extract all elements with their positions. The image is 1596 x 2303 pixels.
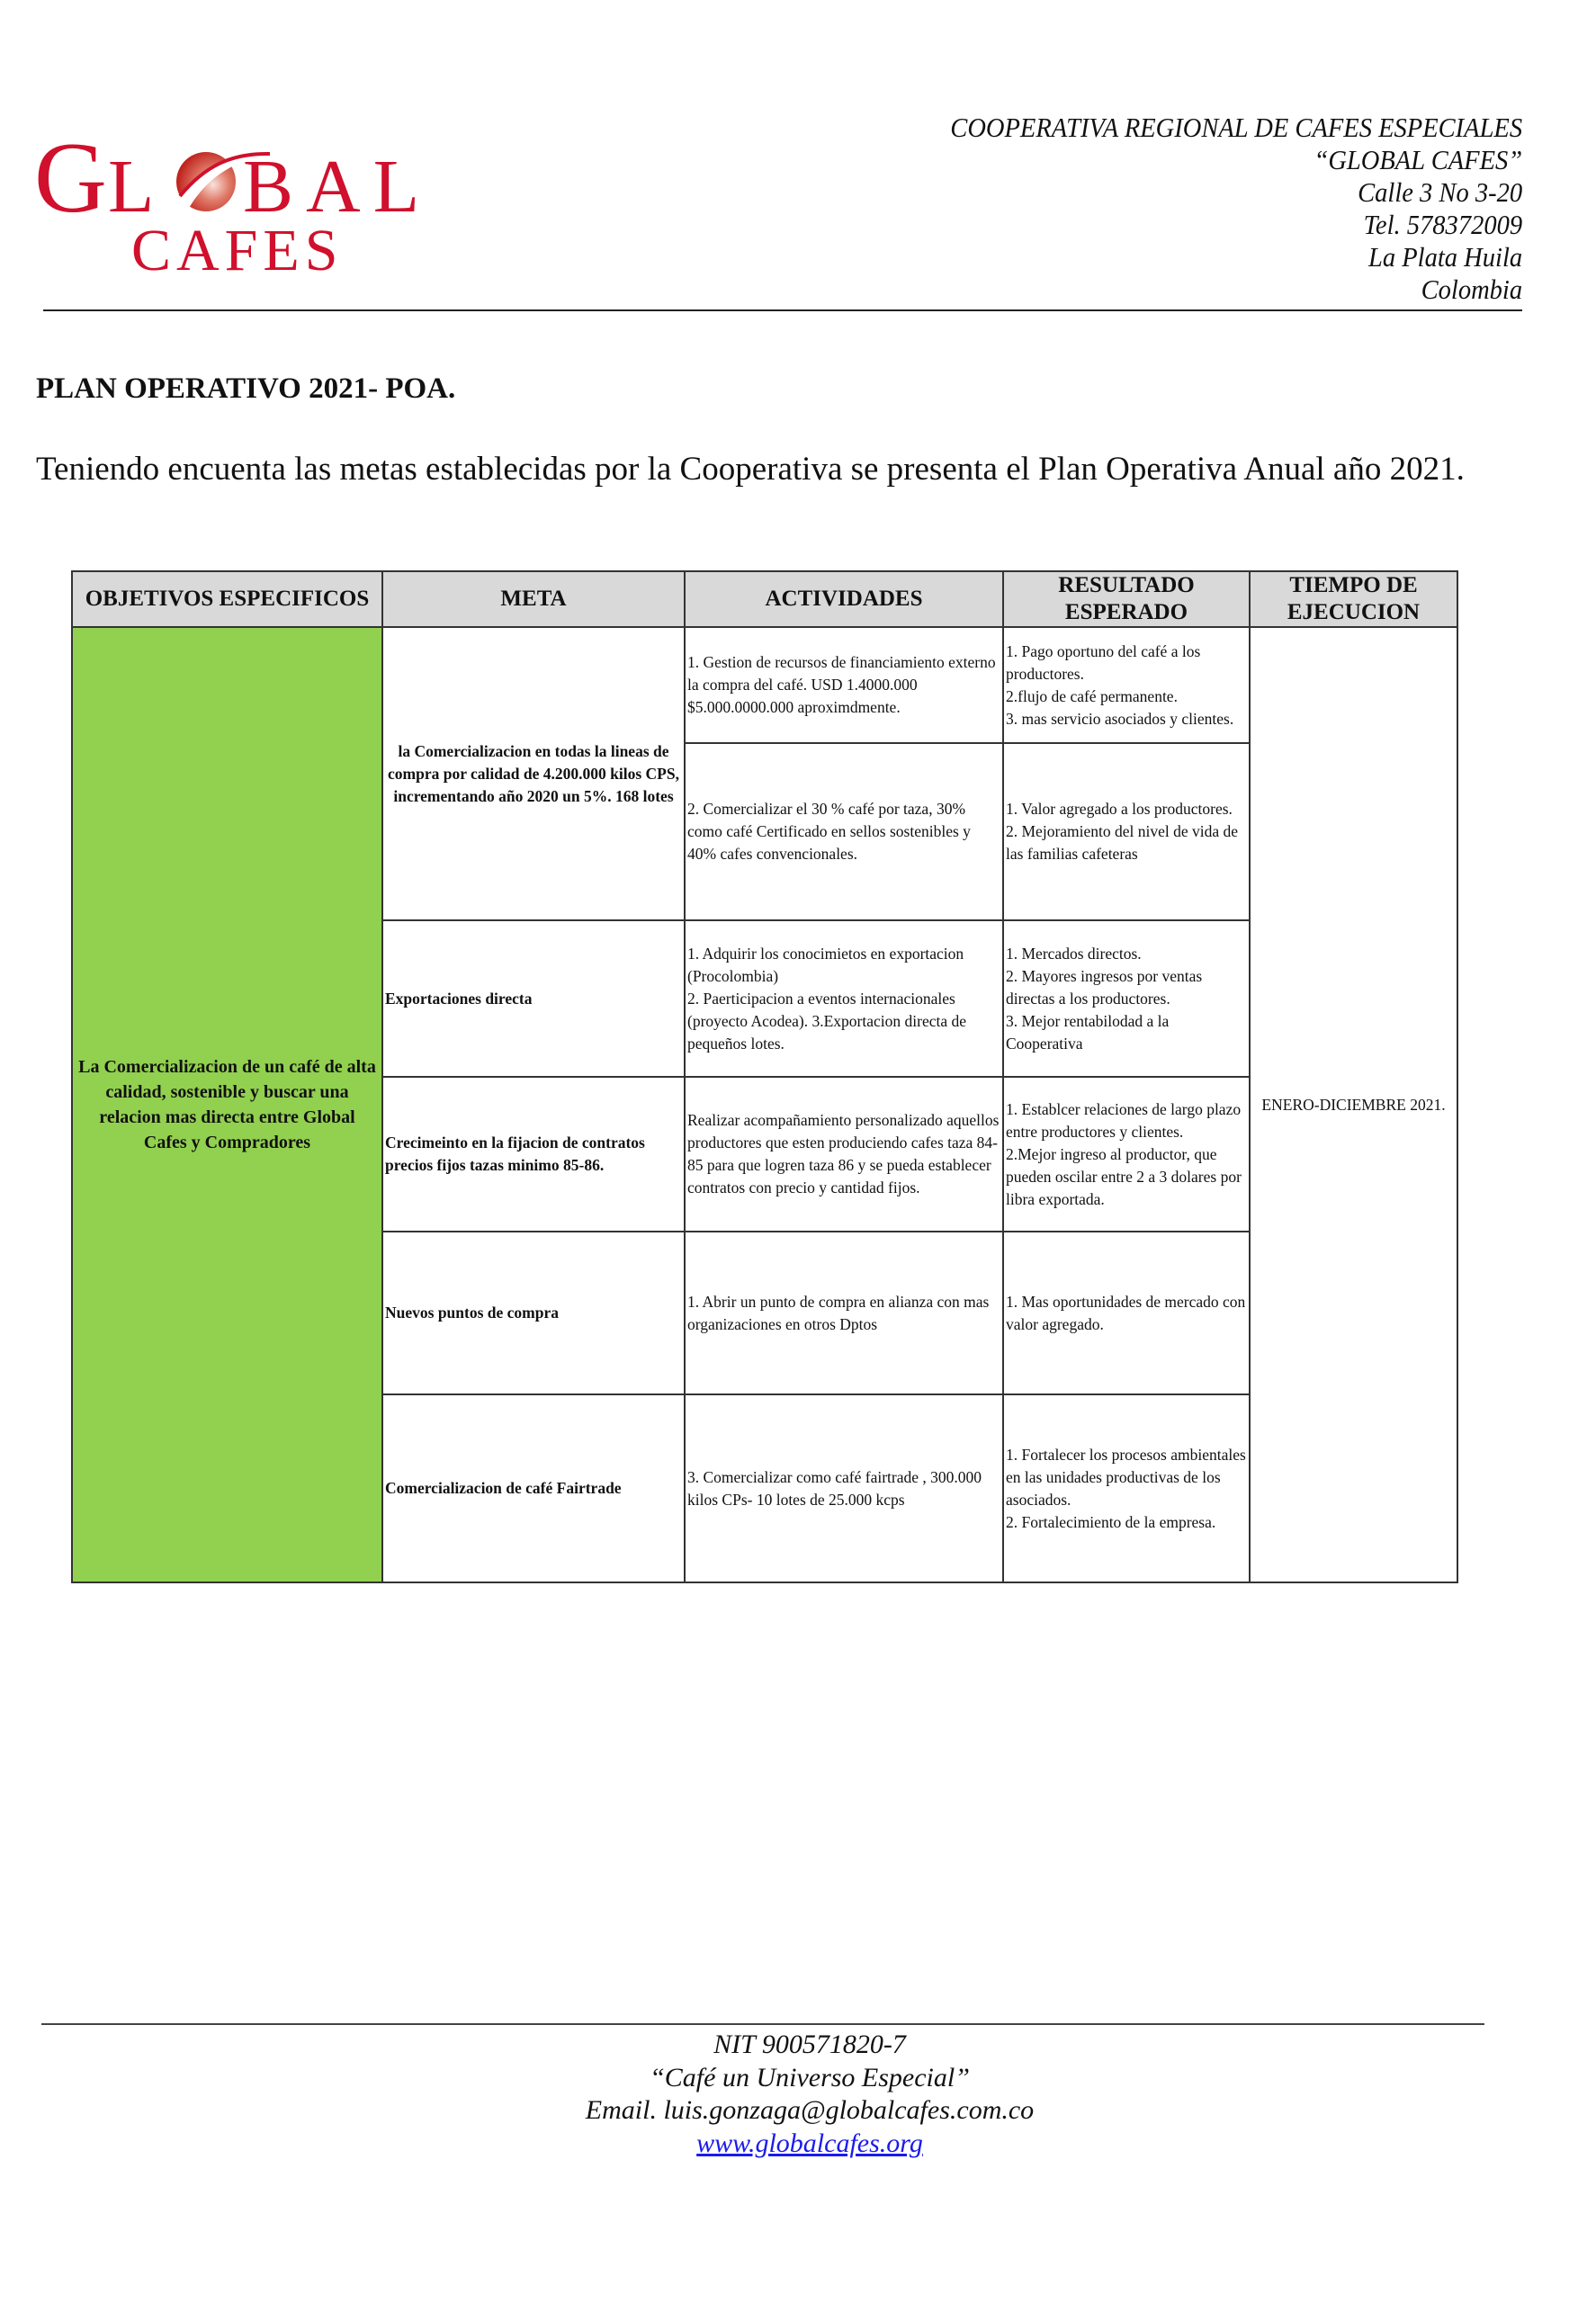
footer-slogan: “Café un Universo Especial” (650, 2062, 970, 2092)
activity-cell: 2. Comercializar el 30 % café por taza, 30% como café Certificado en sellos sostenibles y 40% cafes convencionales. (685, 743, 1003, 920)
footer-website-link[interactable]: www.globalcafes.org (696, 2128, 923, 2158)
result-cell: 1. Fortalecer los procesos ambientales en las unidades productivas de los asociados. 2. Fortalecimiento de la empresa. (1003, 1394, 1250, 1582)
org-phone: Tel. 578372009 (1363, 209, 1522, 240)
header-divider (43, 309, 1522, 311)
poa-table (71, 570, 1458, 1583)
svg-text:L: L (108, 145, 155, 229)
org-name: COOPERATIVA REGIONAL DE CAFES ESPECIALES (950, 112, 1522, 143)
table-row (72, 627, 1457, 743)
footer-email[interactable]: Email. luis.gonzaga@globalcafes.com.co (585, 2095, 1035, 2125)
org-country: Colombia (1421, 273, 1522, 305)
activity-cell: Realizar acompañamiento personalizado aquellos productores que esten produciendo cafes taza 84-85 para que logren taza 86 y se pueda establecer contratos con precio y cantidad fijos. (685, 1077, 1003, 1232)
organization-info (950, 112, 1522, 306)
svg-text:BAL: BAL (243, 145, 432, 229)
org-city: La Plata Huila (1367, 241, 1522, 273)
header-actividades: ACTIVIDADES (685, 571, 1003, 627)
activity-cell: 1. Abrir un punto de compra en alianza con mas organizaciones en otros Dptos (685, 1232, 1003, 1394)
globe-logo-icon (34, 122, 432, 283)
intro-paragraph: Teniendo encuenta las metas establecidas por la Cooperativa se presenta el Plan Operativa Anual año 2021. (36, 451, 1465, 488)
result-cell: 1. Pago oportuno del café a los productores. 2.flujo de café permanente. 3. mas servicio asociados y clientes. (1003, 627, 1250, 743)
svg-text:G: G (34, 122, 107, 234)
activity-cell: 1. Gestion de recursos de financiamiento externo la compra del café. USD 1.4000.000 $5.000.0000.000 aproximdmente. (685, 627, 1003, 743)
footer-divider (41, 2023, 1484, 2025)
meta-cell: la Comercializacion en todas la lineas de compra por calidad de 4.200.000 kilos CPS, incrementando año 2020 un 5%. 168 lotes (382, 627, 685, 920)
meta-cell: Exportaciones directa (382, 920, 685, 1077)
meta-cell: Nuevos puntos de compra (382, 1232, 685, 1394)
org-address: Calle 3 No 3-20 (1357, 176, 1522, 208)
result-cell: 1. Mercados directos. 2. Mayores ingresos por ventas directas a los productores. 3. Mejor rentabilodad a la Cooperativa (1003, 920, 1250, 1077)
meta-cell: Comercializacion de café Fairtrade (382, 1394, 685, 1582)
global-cafes-logo (34, 122, 432, 283)
header-tiempo: TIEMPO DE EJECUCION (1250, 571, 1457, 627)
header-meta: META (382, 571, 685, 627)
activity-cell: 1. Adquirir los conocimietos en exportacion (Procolombia) 2. Paerticipacion a eventos internacionales (proyecto Acodea). 3.Exportacion directa de pequeños lotes. (685, 920, 1003, 1077)
execution-time-cell: ENERO-DICIEMBRE 2021. (1250, 627, 1457, 1582)
result-cell: 1. Valor agregado a los productores. 2. Mejoramiento del nivel de vida de las familias cafeteras (1003, 743, 1250, 920)
header-resultado: RESULTADO ESPERADO (1003, 571, 1250, 627)
meta-cell: Crecimeinto en la fijacion de contratos precios fijos tazas minimo 85-86. (382, 1077, 685, 1232)
result-cell: 1. Mas oportunidades de mercado con valor agregado. (1003, 1232, 1250, 1394)
header-objetivos: OBJETIVOS ESPECIFICOS (72, 571, 382, 627)
activity-cell: 3. Comercializar como café fairtrade , 300.000 kilos CPs- 10 lotes de 25.000 kcps (685, 1394, 1003, 1582)
result-cell: 1. Establcer relaciones de largo plazo entre productores y clientes. 2.Mejor ingreso al productor, que pueden oscilar entre 2 a 3 dolares por libra exportada. (1003, 1077, 1250, 1232)
org-brand: “GLOBAL CAFES” (1314, 144, 1522, 175)
document-title: PLAN OPERATIVO 2021- POA. (36, 372, 456, 405)
footer (405, 2029, 1215, 2160)
table-header-row (72, 571, 1457, 627)
svg-text:CAFES: CAFES (131, 218, 344, 283)
objective-cell: La Comercializacion de un café de alta calidad, sostenible y buscar una relacion mas directa entre Global Cafes y Compradores (72, 627, 382, 1582)
footer-nit: NIT 900571820-7 (713, 2030, 906, 2059)
